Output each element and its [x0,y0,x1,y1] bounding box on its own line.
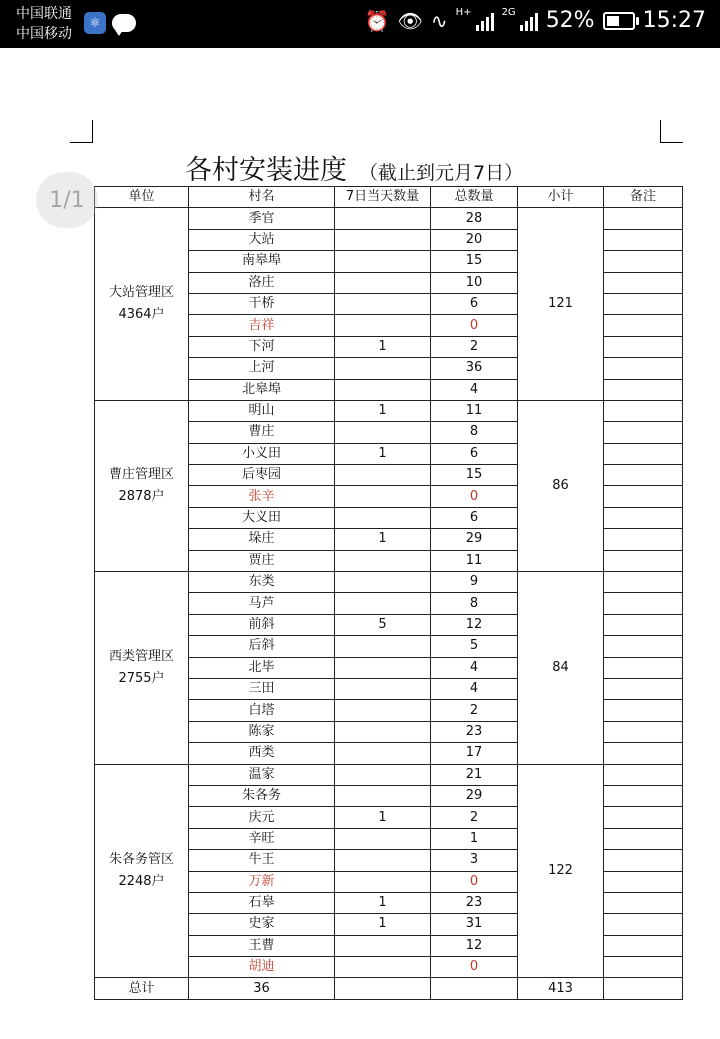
village-cell: 季官 [189,208,335,229]
signal-icon-2 [520,11,538,31]
village-cell: 马芦 [189,593,335,614]
remark-cell [604,593,683,614]
unit-cell [95,572,189,765]
remark-cell [604,400,683,421]
total-count-cell: 15 [431,251,518,272]
remark-cell [604,871,683,892]
remark-cell [604,529,683,550]
village-cell: 小义田 [189,443,335,464]
village-cell: 东类 [189,572,335,593]
remark-cell [604,678,683,699]
carrier-1: 中国联通 [16,6,72,22]
subtotal-cell: 84 [518,572,604,765]
village-cell: 大站 [189,229,335,250]
unit-households: 2755户 [118,670,165,686]
today-count-cell [335,636,431,657]
total-count-cell: 0 [431,315,518,336]
today-count-cell: 1 [335,400,431,421]
remark-cell [604,422,683,443]
village-cell: 西类 [189,743,335,764]
total-count-cell: 9 [431,572,518,593]
battery-icon [603,12,635,30]
village-cell: 后枣园 [189,465,335,486]
column-header: 小计 [518,187,604,208]
status-bar [0,0,720,48]
today-count-cell [335,678,431,699]
chat-notification-icon [112,14,136,32]
today-count-cell [335,572,431,593]
today-count-cell [335,358,431,379]
remark-cell [604,465,683,486]
subtotal-cell: 122 [518,764,604,978]
total-blank-cell [335,978,431,999]
village-cell: 干桥 [189,293,335,314]
table-row [95,400,683,421]
today-count-cell [335,850,431,871]
unit-cell [95,400,189,571]
today-count-cell [335,743,431,764]
remark-cell [604,828,683,849]
total-count-cell: 23 [431,721,518,742]
total-count-cell: 29 [431,785,518,806]
remark-cell [604,636,683,657]
today-count-cell: 1 [335,914,431,935]
network-type-label: H+ [455,7,472,18]
unit-name: 曹庄管理区 [108,466,174,482]
notification-icons [84,12,136,34]
table-body [95,208,683,999]
remark-cell [604,892,683,913]
village-cell: 吉祥 [189,315,335,336]
village-cell: 贾庄 [189,550,335,571]
unit-households: 2248户 [118,874,165,889]
subtotal-cell: 121 [518,208,604,401]
today-count-cell [335,465,431,486]
table-row [95,208,683,229]
today-count-cell [335,593,431,614]
remark-cell [604,208,683,229]
signal-icon [476,11,494,31]
village-cell: 洛庄 [189,272,335,293]
alarm-icon: ⏰ [364,8,390,33]
remark-cell [604,764,683,785]
app-notification-icon: ⚛ [84,12,106,34]
today-count-cell [335,422,431,443]
total-count-cell: 8 [431,593,518,614]
today-count-cell [335,486,431,507]
village-cell: 王曹 [189,935,335,956]
village-cell: 朱各务 [189,785,335,806]
today-count-cell: 1 [335,336,431,357]
remark-cell [604,785,683,806]
total-label-cell: 总计 [95,978,189,999]
total-count-cell: 11 [431,400,518,421]
table-row [95,764,683,785]
total-count-cell: 2 [431,807,518,828]
remark-cell [604,572,683,593]
village-cell: 北毕 [189,657,335,678]
village-cell: 大义田 [189,507,335,528]
village-cell: 温家 [189,764,335,785]
unit-cell [95,208,189,401]
village-cell: 明山 [189,400,335,421]
today-count-cell [335,272,431,293]
total-count-cell: 0 [431,486,518,507]
today-count-cell: 5 [335,614,431,635]
remark-cell [604,914,683,935]
remark-cell [604,550,683,571]
total-count-cell: 0 [431,957,518,978]
today-count-cell [335,550,431,571]
remark-cell [604,272,683,293]
total-count-cell: 12 [431,614,518,635]
village-cell: 牛王 [189,850,335,871]
total-subtotal-cell: 413 [518,978,604,999]
unit-name: 朱各务管区 [108,852,174,867]
remark-cell [604,700,683,721]
total-count-cell: 2 [431,336,518,357]
village-cell: 史家 [189,914,335,935]
wifi-icon: ∿ [430,8,448,33]
total-count-cell: 6 [431,293,518,314]
today-count-cell: 1 [335,807,431,828]
remark-cell [604,486,683,507]
remark-cell [604,957,683,978]
today-count-cell [335,764,431,785]
unit-households: 2878户 [118,488,165,504]
today-count-cell [335,785,431,806]
title-subtitle: （截止到元月7日） [359,162,524,184]
total-count-cell: 6 [431,443,518,464]
title-text: 各村安装进度 [185,155,347,186]
village-cell: 南皋埠 [189,251,335,272]
total-count-cell: 10 [431,272,518,293]
village-cell: 北皋埠 [189,379,335,400]
today-count-cell [335,721,431,742]
unit-name: 大站管理区 [108,285,174,301]
total-count-cell: 15 [431,465,518,486]
unit-name: 西类管理区 [108,648,174,664]
carrier-labels [16,4,72,44]
village-cell: 张辛 [189,486,335,507]
remark-cell [604,850,683,871]
remark-cell [604,935,683,956]
today-count-cell [335,700,431,721]
remark-cell [604,507,683,528]
remark-cell [604,657,683,678]
column-header: 村名 [189,187,335,208]
today-count-cell [335,657,431,678]
total-count-cell: 0 [431,871,518,892]
total-count-cell: 36 [431,358,518,379]
today-count-cell [335,379,431,400]
unit-households: 4364户 [118,307,165,323]
battery-fill [607,16,619,26]
remark-cell [604,229,683,250]
battery-percent: 52% [545,8,595,33]
today-count-cell [335,935,431,956]
remark-cell [604,721,683,742]
total-count-cell: 21 [431,764,518,785]
village-cell: 曹庄 [189,422,335,443]
column-header: 单位 [95,187,189,208]
village-cell: 前斜 [189,614,335,635]
crop-mark-left [70,120,93,143]
today-count-cell [335,871,431,892]
today-count-cell [335,315,431,336]
total-count-cell: 11 [431,550,518,571]
total-count-cell: 8 [431,422,518,443]
table-row [95,572,683,593]
remark-cell [604,443,683,464]
village-cell: 三田 [189,678,335,699]
clock: 15:27 [642,8,706,33]
total-count-cell: 20 [431,229,518,250]
total-count-cell: 5 [431,636,518,657]
total-count-cell: 31 [431,914,518,935]
village-cell: 上河 [189,358,335,379]
total-remark-cell [604,978,683,999]
page-indicator: 1/1 [36,172,98,228]
total-count-cell: 1 [431,828,518,849]
remark-cell [604,336,683,357]
network-type-label-2: 2G [501,7,516,18]
today-count-cell [335,957,431,978]
subtotal-cell: 86 [518,400,604,571]
total-count-cell: 23 [431,892,518,913]
column-header: 总数量 [431,187,518,208]
total-count-cell: 12 [431,935,518,956]
total-total-cell [431,978,518,999]
today-count-cell [335,507,431,528]
village-cell: 白塔 [189,700,335,721]
eye-comfort-icon: 👁 [397,8,423,33]
remark-cell [604,251,683,272]
status-icons [365,8,706,33]
document-title [185,148,523,187]
village-cell: 万新 [189,871,335,892]
village-cell: 庆元 [189,807,335,828]
today-count-cell: 1 [335,443,431,464]
today-count-cell [335,293,431,314]
village-cell: 后斜 [189,636,335,657]
progress-table [94,186,683,1000]
remark-cell [604,358,683,379]
crop-mark-right [660,120,683,143]
column-header: 备注 [604,187,683,208]
total-count-cell: 4 [431,657,518,678]
village-cell: 垛庄 [189,529,335,550]
village-cell: 胡迪 [189,957,335,978]
carrier-2: 中国移动 [16,26,72,42]
remark-cell [604,807,683,828]
remark-cell [604,743,683,764]
village-cell: 石皋 [189,892,335,913]
remark-cell [604,614,683,635]
today-count-cell [335,208,431,229]
total-count-cell: 4 [431,678,518,699]
unit-cell [95,764,189,978]
remark-cell [604,379,683,400]
total-count-cell: 17 [431,743,518,764]
total-count-cell: 28 [431,208,518,229]
total-row [95,978,683,999]
today-count-cell: 1 [335,529,431,550]
total-count-cell: 3 [431,850,518,871]
total-count-cell: 4 [431,379,518,400]
total-today-cell: 36 [189,978,335,999]
today-count-cell [335,251,431,272]
table-header-row [95,187,683,208]
remark-cell [604,315,683,336]
village-cell: 下河 [189,336,335,357]
remark-cell [604,293,683,314]
village-cell: 陈家 [189,721,335,742]
total-count-cell: 29 [431,529,518,550]
total-count-cell: 6 [431,507,518,528]
today-count-cell [335,229,431,250]
total-count-cell: 2 [431,700,518,721]
today-count-cell: 1 [335,892,431,913]
column-header: 7日当天数量 [335,187,431,208]
today-count-cell [335,828,431,849]
village-cell: 辛旺 [189,828,335,849]
